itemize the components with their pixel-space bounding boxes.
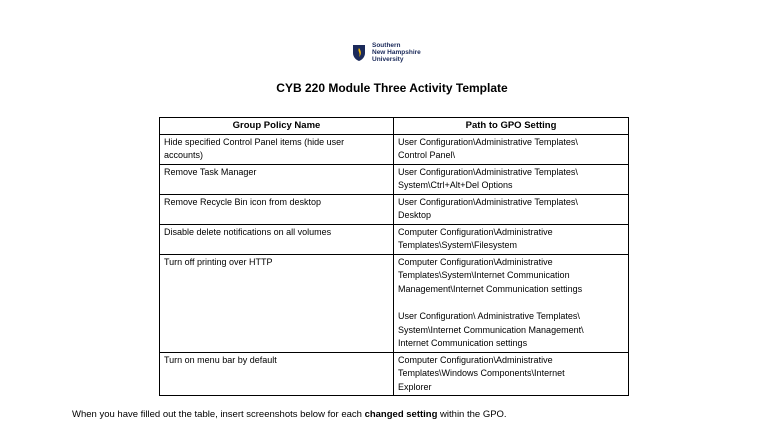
gpo-path-cell: [394, 254, 629, 352]
instructions-text: [72, 409, 507, 420]
gpo-path-cell: [394, 164, 629, 194]
instructions-after: within the GPO.: [437, 409, 507, 420]
policy-name-cell: [160, 134, 394, 164]
table-row: [160, 134, 629, 164]
logo-line: University: [372, 56, 404, 63]
policy-name-line: Hide specified Control Panel items (hide user: [164, 136, 345, 147]
policy-name-line: Disable delete notifications on all volumes: [164, 226, 332, 237]
university-logo: [352, 42, 421, 63]
gpo-path-line: System\Internet Communication Management\: [398, 324, 584, 335]
gpo-path-line: Explorer: [398, 381, 432, 392]
policy-name-cell: [160, 352, 394, 396]
policy-name-line: Turn on menu bar by default: [164, 354, 277, 365]
policy-name-line: Remove Recycle Bin icon from desktop: [164, 196, 322, 207]
gpo-path-line: Templates\System\Internet Communication: [398, 270, 570, 280]
policy-name-line: Remove Task Manager: [164, 166, 257, 177]
policy-name-line: accounts): [164, 150, 204, 160]
gpo-path-line: Desktop: [398, 210, 432, 220]
shield-icon: [352, 44, 366, 62]
gpo-path-line: Computer Configuration\Administrative: [398, 354, 553, 365]
table-row: [160, 352, 629, 396]
column-header-gpo-path: Path to GPO Setting: [394, 118, 629, 135]
gpo-table: [159, 117, 629, 396]
table-row: [160, 224, 629, 254]
gpo-path-line: Computer Configuration\Administrative: [398, 226, 553, 237]
policy-name-cell: [160, 254, 394, 352]
table-row: [160, 254, 629, 352]
policy-name-line: Turn off printing over HTTP: [164, 256, 273, 267]
gpo-path-line: Templates\Windows Components\Internet: [398, 368, 565, 378]
gpo-path-line: User Configuration\Administrative Templates\: [398, 136, 578, 147]
gpo-path-line: User Configuration\Administrative Templates\: [398, 196, 578, 207]
column-header-policy-name: Group Policy Name: [160, 118, 394, 135]
table-row: [160, 164, 629, 194]
instructions-bold: changed setting: [364, 409, 438, 420]
logo-text: [372, 42, 421, 63]
policy-name-cell: [160, 224, 394, 254]
logo-line: Southern: [372, 42, 401, 49]
gpo-path-line: Templates\System\Filesystem: [398, 240, 518, 250]
gpo-path-line: Control Panel\: [398, 150, 456, 160]
gpo-path-cell: [394, 194, 629, 224]
gpo-path-line: Management\Internet Communication settings: [398, 283, 583, 294]
policy-name-cell: [160, 164, 394, 194]
path-block-gap: [398, 296, 624, 310]
table-header-row: [160, 118, 629, 135]
table-row: [160, 194, 629, 224]
table-body: [160, 134, 629, 396]
logo-line: New Hampshire: [372, 49, 421, 56]
gpo-path-line: User Configuration\ Administrative Templates\: [398, 311, 580, 321]
instructions-before: When you have filled out the table, insert screenshots below for each: [72, 409, 365, 420]
gpo-path-cell: [394, 352, 629, 396]
gpo-path-cell: [394, 224, 629, 254]
gpo-path-cell: [394, 134, 629, 164]
page-title: CYB 220 Module Three Activity Template: [276, 81, 508, 95]
gpo-path-line: Internet Communication settings: [398, 338, 528, 348]
policy-name-cell: [160, 194, 394, 224]
gpo-path-line: Computer Configuration\Administrative: [398, 256, 553, 267]
gpo-path-line: System\Ctrl+Alt+Del Options: [398, 180, 513, 190]
gpo-path-line: User Configuration\Administrative Templates\: [398, 166, 578, 177]
